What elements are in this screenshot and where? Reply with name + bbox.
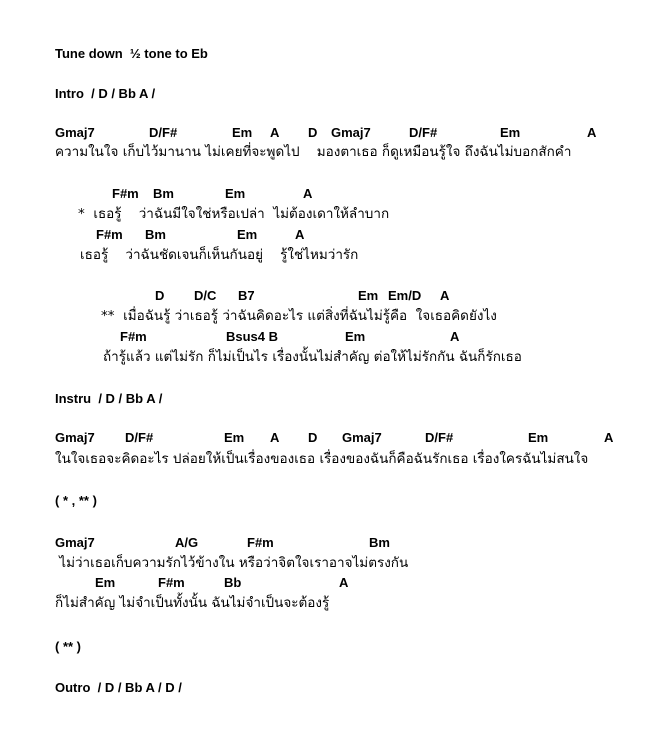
chord: D/F#	[409, 125, 438, 140]
chord: Gmaj7	[55, 535, 95, 550]
chord: D/C	[194, 288, 217, 303]
chord: A	[270, 430, 280, 445]
bridge-lyric-2: ก็ไม่สำคัญ ไม่จำเป็นทั้งนั้น ฉันไม่จำเป็นจะต้องรู้	[55, 595, 330, 611]
chord: Em	[345, 329, 366, 344]
outro-line: Outro / D / Bb A / D /	[55, 680, 182, 695]
chord: Bsus4 B	[226, 329, 279, 344]
chord: A	[604, 430, 614, 445]
chord: F#m	[158, 575, 185, 590]
chord: Gmaj7	[55, 430, 95, 445]
chord: Em	[528, 430, 549, 445]
chord: A	[440, 288, 450, 303]
chord: D/F#	[125, 430, 154, 445]
chord: F#m	[247, 535, 274, 550]
chord: Em	[232, 125, 253, 140]
chord: Em	[237, 227, 258, 242]
chord: F#m	[96, 227, 123, 242]
verse-1-lyric: ความในใจ เก็บไว้มานาน ไม่เคยที่จะพูดไป มองตาเธอ ก็ดูเหมือนรู้ใจ ถึงฉันไม่บอกสักคำ	[55, 144, 572, 160]
chord: A	[270, 125, 280, 140]
chord: Em	[224, 430, 245, 445]
repeat-marker-2: ( ** )	[55, 639, 81, 654]
chord: Bm	[153, 186, 174, 201]
chord: Gmaj7	[331, 125, 371, 140]
chord: A	[450, 329, 460, 344]
chord: D	[155, 288, 165, 303]
pre-chorus-lyric-2: เธอรู้ ว่าฉันชัดเจนก็เห็นกันอยู่ รู้ใช่ไหมว่ารัก	[80, 247, 359, 263]
chord: Em	[358, 288, 379, 303]
chord: D	[308, 125, 318, 140]
chord: B7	[238, 288, 255, 303]
bridge-lyric-1: ไม่ว่าเธอเก็บความรักไว้ข้างใน หรือว่าจิตใจเราอาจไม่ตรงกัน	[55, 555, 409, 571]
chord: Em	[225, 186, 246, 201]
pre-chorus-lyric-1: * เธอรู้ ว่าฉันมีใจใช่หรือเปล่า ไม่ต้องเดาให้ลำบาก	[78, 206, 390, 222]
chord: F#m	[120, 329, 147, 344]
tuning-note: Tune down ½ tone to Eb	[55, 46, 208, 61]
chord: Bm	[369, 535, 390, 550]
chord: Bm	[145, 227, 166, 242]
chord: Bb	[224, 575, 242, 590]
chord: Gmaj7	[342, 430, 382, 445]
chord: A	[295, 227, 305, 242]
instru-line: Instru / D / Bb A /	[55, 391, 163, 406]
chord: Em	[500, 125, 521, 140]
intro-line: Intro / D / Bb A /	[55, 86, 156, 101]
chord: A/G	[175, 535, 199, 550]
chord: F#m	[112, 186, 139, 201]
chorus-lyric-2: ถ้ารู้แล้ว แต่ไม่รัก ก็ไม่เป็นไร เรื่องนั้นไม่สำคัญ ต่อให้ไม่รักกัน ฉันก็รักเธอ	[103, 349, 522, 365]
chord: A	[339, 575, 349, 590]
chord: D	[308, 430, 318, 445]
chorus-lyric-1: ** เมื่อฉันรู้ ว่าเธอรู้ ว่าฉันคิดอะไร แต่สิ่งที่ฉันไม่รู้คือ ใจเธอคิดยังไง	[101, 308, 497, 324]
repeat-marker-1: ( * , ** )	[55, 493, 97, 508]
chord: Em/D	[388, 288, 422, 303]
chord: A	[587, 125, 597, 140]
chord: A	[303, 186, 313, 201]
chord: D/F#	[425, 430, 454, 445]
chord: D/F#	[149, 125, 178, 140]
verse-2-lyric: ในใจเธอจะคิดอะไร ปล่อยให้เป็นเรื่องของเธอ เรื่องของฉันก็คือฉันรักเธอ เรื่องใครฉันไม่สนใจ	[55, 451, 589, 467]
chord: Em	[95, 575, 116, 590]
chord: Gmaj7	[55, 125, 95, 140]
